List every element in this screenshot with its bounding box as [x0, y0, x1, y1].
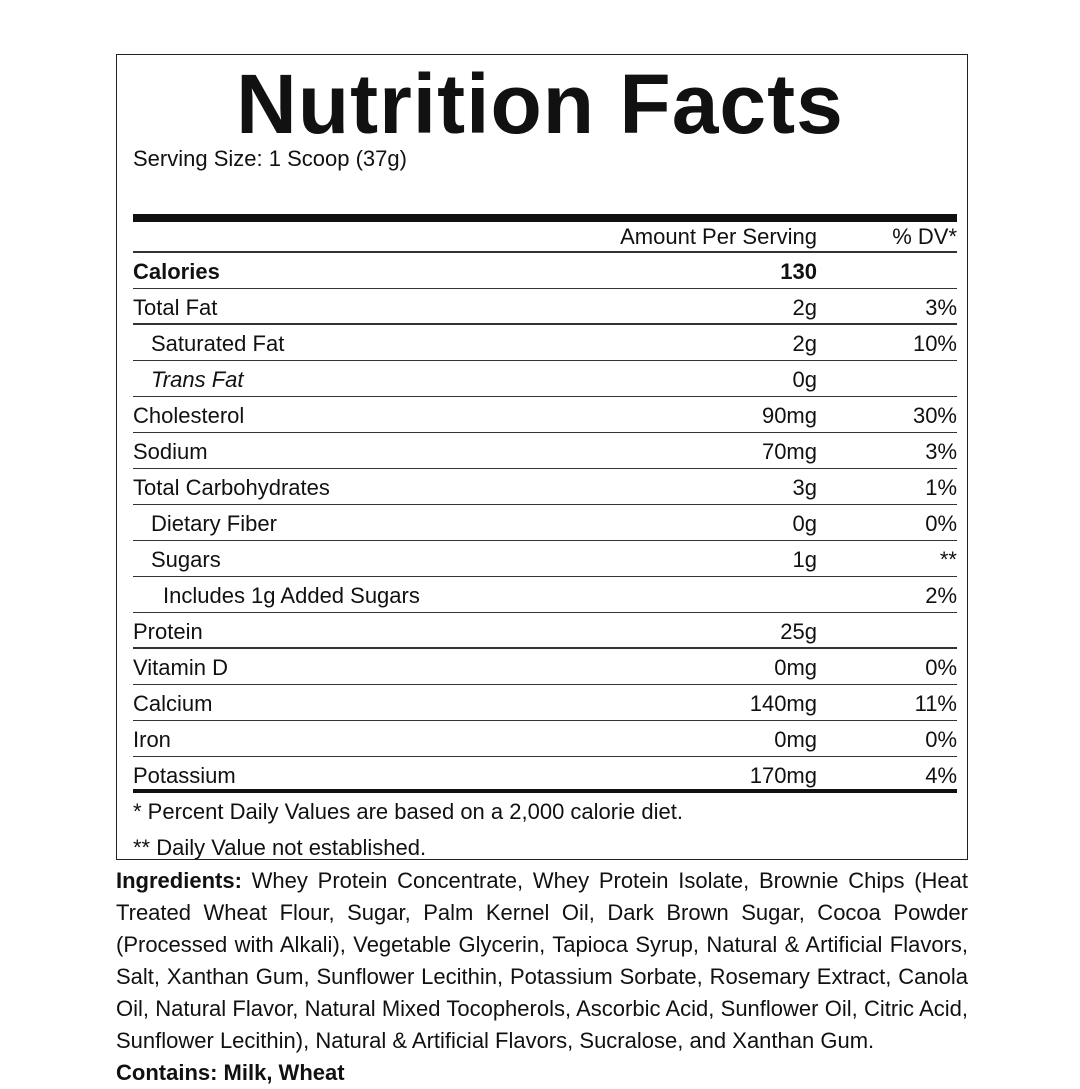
- nutrient-dv: **: [939, 547, 957, 572]
- nutrient-row-total-fat: [133, 289, 957, 325]
- nutrient-dv: 30%: [912, 403, 957, 428]
- nutrient-row-trans-fat: [133, 361, 957, 397]
- nutrient-name: Calcium: [133, 691, 213, 716]
- nutrient-dv: 0%: [925, 655, 957, 680]
- nutrient-name: Dietary Fiber: [151, 511, 277, 536]
- nutrient-row-cholesterol: [133, 397, 957, 433]
- table-header-row: [133, 222, 957, 253]
- nutrient-row-potassium: [133, 757, 957, 793]
- nutrient-amount: 25g: [780, 619, 817, 644]
- nutrient-amount: 170mg: [749, 763, 817, 788]
- nutrient-dv: 1%: [925, 475, 957, 500]
- nutrient-name: Total Carbohydrates: [133, 475, 330, 500]
- nutrient-name: Vitamin D: [133, 655, 228, 680]
- nutrient-amount: 3g: [792, 475, 817, 500]
- nutrient-name: Potassium: [133, 763, 236, 788]
- nutrient-row-vitamin-d: [133, 649, 957, 685]
- nutrient-amount: 130: [780, 259, 817, 284]
- nutrient-name: Sodium: [133, 439, 208, 464]
- nutrient-amount: 90mg: [761, 403, 817, 428]
- ingredients-paragraph: [116, 865, 968, 1057]
- dv-header: % DV*: [892, 224, 957, 249]
- nutrient-dv: 0%: [925, 511, 957, 536]
- nutrient-amount: 2g: [792, 331, 817, 356]
- nutrient-name: Includes 1g Added Sugars: [163, 583, 420, 608]
- nutrient-dv: 4%: [925, 763, 957, 788]
- nutrient-row-protein: [133, 613, 957, 649]
- footnote-not-established: ** Daily Value not established.: [133, 835, 427, 860]
- nutrient-amount: 0g: [792, 511, 817, 536]
- nutrient-dv: 10%: [912, 331, 957, 356]
- nutrient-row-sugars: [133, 541, 957, 577]
- nutrient-table: [133, 222, 957, 793]
- nutrient-dv: 0%: [925, 727, 957, 752]
- ingredients-label: Ingredients:: [116, 868, 242, 893]
- nutrient-row-dietary-fiber: [133, 505, 957, 541]
- nutrient-amount: 1g: [792, 547, 817, 572]
- nutrient-name: Calories: [133, 259, 220, 284]
- nutrient-name: Protein: [133, 619, 203, 644]
- nutrient-amount: 2g: [792, 295, 817, 320]
- thick-divider: [133, 214, 957, 222]
- nutrient-row-sodium: [133, 433, 957, 469]
- nutrient-name: Trans Fat: [151, 367, 244, 392]
- nutrient-name: Saturated Fat: [151, 331, 285, 356]
- nutrient-amount: 0mg: [774, 655, 817, 680]
- allergen-contains: Contains: Milk, Wheat: [116, 1060, 345, 1085]
- nutrient-name: Sugars: [151, 547, 221, 572]
- nutrient-amount: 70mg: [761, 439, 817, 464]
- nutrition-facts-title: Nutrition Facts: [236, 57, 844, 151]
- nutrient-dv: 3%: [925, 439, 957, 464]
- nutrient-amount: 0g: [792, 367, 817, 392]
- nutrient-dv: 11%: [914, 691, 957, 716]
- serving-size: Serving Size: 1 Scoop (37g): [133, 146, 407, 171]
- ingredients-text: Whey Protein Concentrate, Whey Protein Isolate, Brownie Chips (Heat Treated Wheat Flour, Sugar, Palm Kernel Oil, Dark Brown Sugar, Cocoa Powder (Processed with Alkali), Vegetable Glycerin, Tapioca Syrup, Natural & Artificial Flavors, Salt, Xanthan Gum, Sunflower Lecithin, Potassium Sorbate, Rosemary Extract, Canola Oil, Natural Flavor, Natural Mixed Tocopherols, Ascorbic Acid, Sunflower Oil, Citric Acid, Sunflower Lecithin), Natural & Artificial Flavors, Sucralose, and Xanthan Gum.: [116, 868, 968, 1053]
- amount-per-serving-header: Amount Per Serving: [620, 224, 817, 249]
- nutrient-row-iron: [133, 721, 957, 757]
- nutrient-amount: 140mg: [749, 691, 817, 716]
- nutrient-name: Total Fat: [133, 295, 218, 320]
- nutrient-row-calories: [133, 253, 957, 289]
- nutrient-row-saturated-fat: [133, 325, 957, 361]
- nutrient-row-total-carbohydrates: [133, 469, 957, 505]
- footnote-daily-values: * Percent Daily Values are based on a 2,000 calorie diet.: [133, 799, 683, 824]
- nutrient-name: Cholesterol: [133, 403, 245, 428]
- nutrient-dv: 3%: [925, 295, 957, 320]
- nutrient-row-added-sugars: [133, 577, 957, 613]
- nutrient-dv: 2%: [925, 583, 957, 608]
- nutrient-amount: 0mg: [774, 727, 817, 752]
- nutrient-row-calcium: [133, 685, 957, 721]
- nutrient-name: Iron: [133, 727, 171, 752]
